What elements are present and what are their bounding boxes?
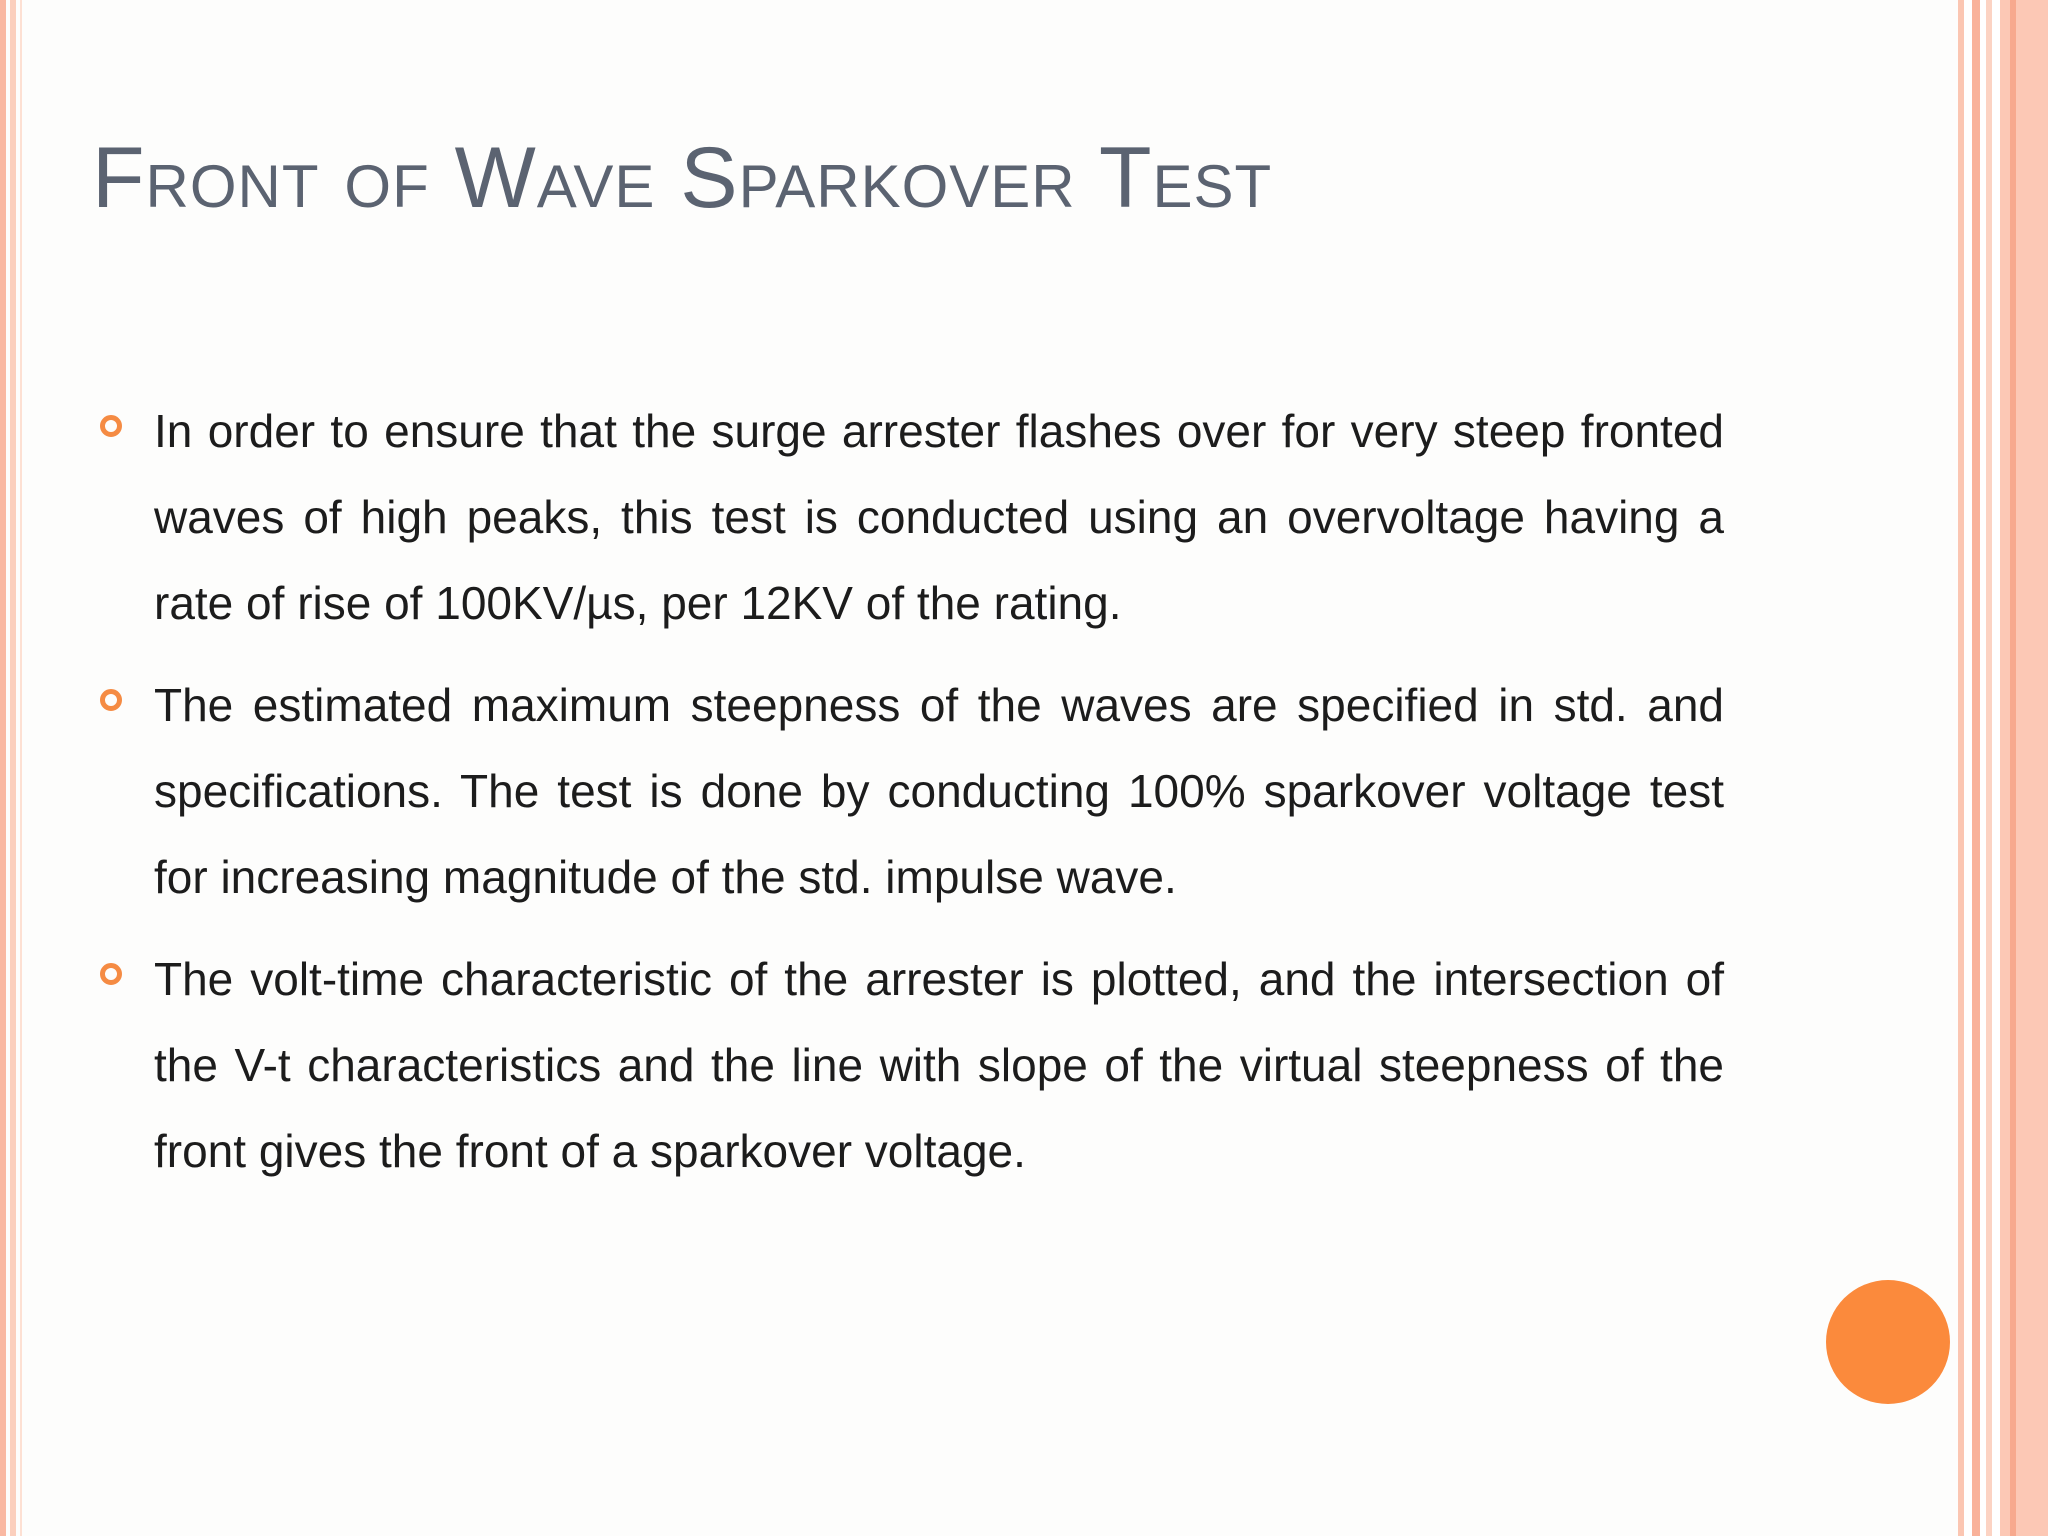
left-border-stripe [10,0,16,1536]
bullet-item [92,388,1724,646]
right-border-stripe [2010,0,2016,1536]
right-border-stripe [1986,0,1992,1536]
hollow-circle-bullet-icon [100,963,122,985]
bullet-list [92,388,1724,1210]
bullet-text: The estimated maximum steepness of the waves are specified in std. and specifications. The test is done by conducting 100% sparkover voltage test for increasing magnitude of the std. impulse wave. [154,679,1724,903]
left-border-stripe [0,0,6,1536]
orange-circle-icon [1826,1280,1950,1404]
slide-title: Front of Wave Sparkover Test [92,130,1273,226]
hollow-circle-bullet-icon [100,415,122,437]
right-border-stripe [1958,0,1964,1536]
left-border-stripe [20,0,22,1536]
bullet-item [92,662,1724,920]
hollow-circle-bullet-icon [100,689,122,711]
right-border-stripe [2000,0,2048,1536]
right-border-stripe [1972,0,1980,1536]
bullet-item [92,936,1724,1194]
bullet-text: In order to ensure that the surge arrester flashes over for very steep fronted waves of high peaks, this test is conducted using an overvoltage having a rate of rise of 100KV/µs, per 12KV of the rating. [154,405,1724,629]
bullet-text: The volt-time characteristic of the arrester is plotted, and the intersection of the V-t characteristics and the line with slope of the virtual steepness of the front gives the front of a sparkover voltage. [154,953,1724,1177]
